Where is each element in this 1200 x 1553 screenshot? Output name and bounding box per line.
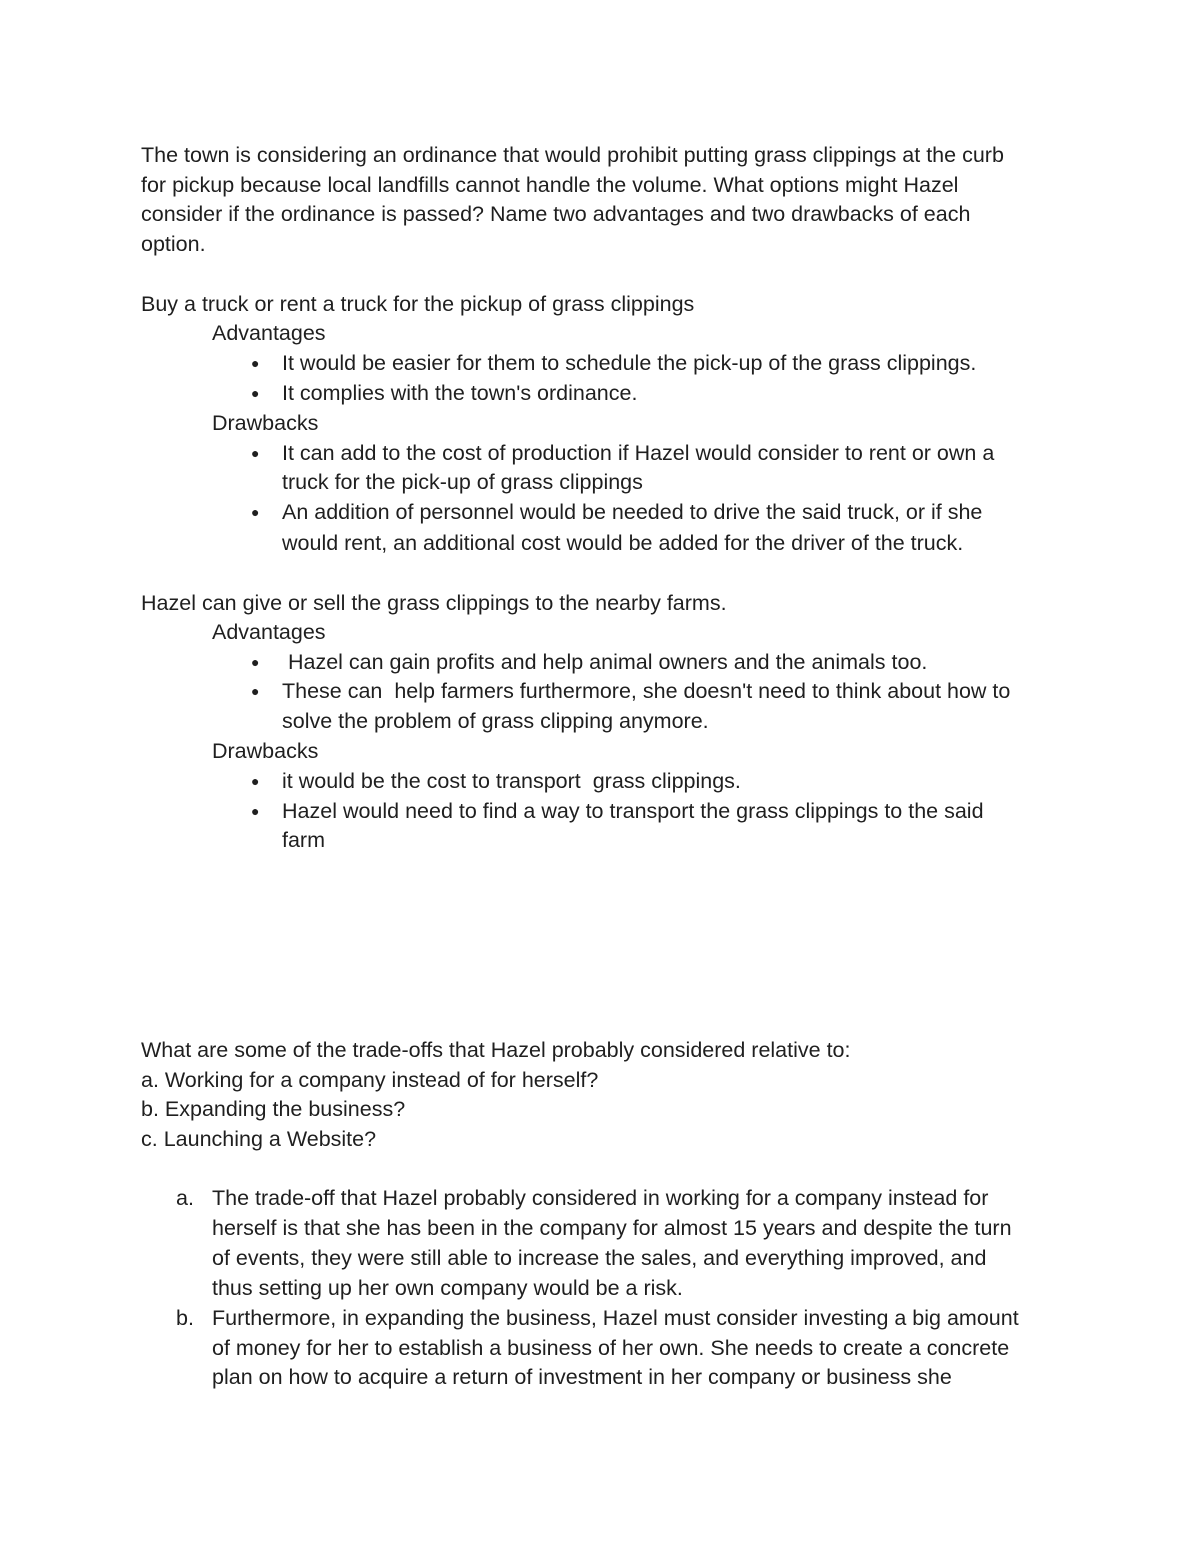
question-1-line: for pickup because local landfills cannot handle the volume. What options might Hazel xyxy=(141,173,959,197)
answer-a-line: The trade-off that Hazel probably considered in working for a company instead for xyxy=(212,1186,989,1210)
option-1-advantages-heading: Advantages xyxy=(212,321,326,345)
list-item-continuation: would rent, an additional cost would be added for the driver of the truck. xyxy=(282,531,964,555)
bullet-icon: ● xyxy=(251,504,260,520)
option-2-drawbacks-heading: Drawbacks xyxy=(212,739,319,763)
option-2-advantages-heading: Advantages xyxy=(212,620,326,644)
question-2-line: a. Working for a company instead of for herself? xyxy=(141,1068,599,1092)
answer-b-line: plan on how to acquire a return of investment in her company or business she xyxy=(212,1365,952,1389)
bullet-icon: ● xyxy=(251,683,260,699)
option-1-title: Buy a truck or rent a truck for the pickup of grass clippings xyxy=(141,292,695,316)
answer-a-line: thus setting up her own company would be a risk. xyxy=(212,1276,683,1300)
option-1-drawbacks-heading: Drawbacks xyxy=(212,411,319,435)
question-2-line: c. Launching a Website? xyxy=(141,1127,377,1151)
list-item-continuation: farm xyxy=(282,828,325,852)
list-marker: a. xyxy=(176,1186,194,1210)
bullet-icon: ● xyxy=(251,385,260,401)
option-2-title: Hazel can give or sell the grass clippings to the nearby farms. xyxy=(141,591,727,615)
bullet-icon: ● xyxy=(251,773,260,789)
list-item: An addition of personnel would be needed to drive the said truck, or if she xyxy=(282,500,983,524)
list-item: It can add to the cost of production if Hazel would consider to rent or own a xyxy=(282,441,995,465)
question-1-line: consider if the ordinance is passed? Name two advantages and two drawbacks of each xyxy=(141,202,971,226)
list-item-continuation: solve the problem of grass clipping anymore. xyxy=(282,709,709,733)
list-item: it would be the cost to transport grass clippings. xyxy=(282,769,741,793)
answer-b-line: Furthermore, in expanding the business, Hazel must consider investing a big amount xyxy=(212,1306,1019,1330)
answer-a-line: herself is that she has been in the company for almost 15 years and despite the turn xyxy=(212,1216,1012,1240)
list-item: It would be easier for them to schedule the pick-up of the grass clippings. xyxy=(282,351,977,375)
answer-a-line: of events, they were still able to increase the sales, and everything improved, and xyxy=(212,1246,987,1270)
bullet-icon: ● xyxy=(251,654,260,670)
bullet-icon: ● xyxy=(251,803,260,819)
list-item: Hazel can gain profits and help animal owners and the animals too. xyxy=(282,650,928,674)
list-item: These can help farmers furthermore, she doesn't need to think about how to xyxy=(282,679,1011,703)
list-item-continuation: truck for the pick-up of grass clippings xyxy=(282,470,643,494)
question-2-line: b. Expanding the business? xyxy=(141,1097,406,1121)
list-item: Hazel would need to find a way to transport the grass clippings to the said xyxy=(282,799,984,823)
question-1-line: option. xyxy=(141,232,206,256)
bullet-icon: ● xyxy=(251,355,260,371)
question-1-line: The town is considering an ordinance that would prohibit putting grass clippings at the curb xyxy=(141,143,1004,167)
bullet-icon: ● xyxy=(251,445,260,461)
question-2-line: What are some of the trade-offs that Hazel probably considered relative to: xyxy=(141,1038,851,1062)
answer-b-line: of money for her to establish a business of her own. She needs to create a concrete xyxy=(212,1336,1010,1360)
list-marker: b. xyxy=(176,1306,194,1330)
list-item: It complies with the town's ordinance. xyxy=(282,381,638,405)
